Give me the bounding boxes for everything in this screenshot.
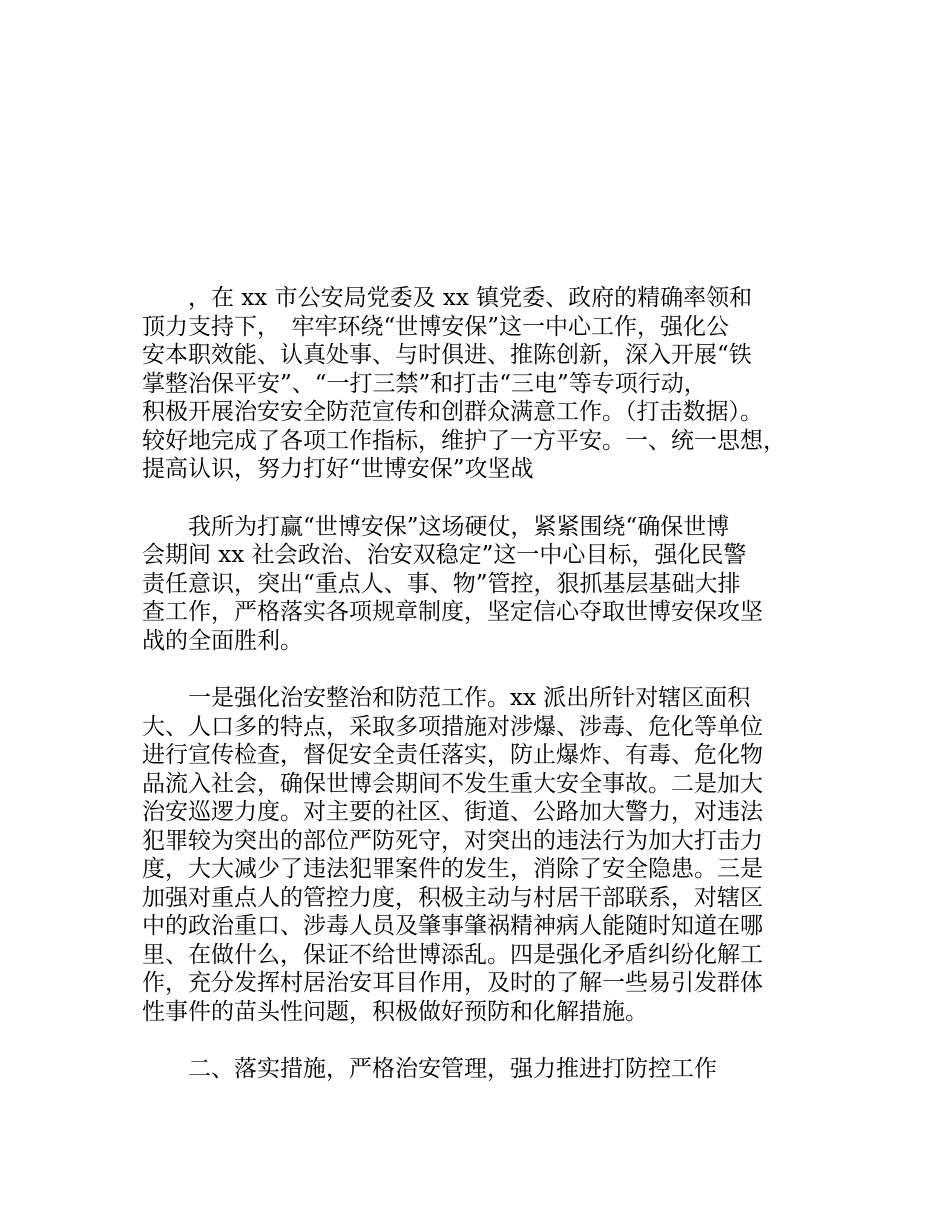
document-body xyxy=(142,284,832,1113)
text-line: 进行宣传检查，督促安全责任落实，防止爆炸、有毒、危化物 xyxy=(142,742,763,768)
text-line: 我所为打赢“世博安保”这场硬仗，紧紧围绕“确保世博 xyxy=(188,513,730,540)
text-line: 责任意识，突出“重点人、事、物”管控，狠抓基层基础大排 xyxy=(142,570,741,597)
text-line: 大、人口多的特点，采取多项措施对涉爆、涉毒、危化等单位 xyxy=(142,713,763,740)
text-line: 战的全面胜利。 xyxy=(142,627,303,654)
text-line: 里、在做什么，保证不给世博添乱。四是强化矛盾纠纷化解工 xyxy=(142,941,763,968)
paragraph-expo-security xyxy=(142,513,832,656)
text-line: 顶力支持下， 牢牢环绕“世博安保”这一中心工作，强化公 xyxy=(142,313,730,340)
text-line: 作，充分发挥村居治安耳目作用，及时的了解一些易引发群体 xyxy=(142,970,763,996)
text-line: 掌整治保平安”、“一打三禁”和打击“三电”等专项行动， xyxy=(142,370,707,397)
text-line: 品流入社会，确保世博会期间不发生重大安全事故。二是加大 xyxy=(142,770,763,797)
text-line: 中的政治重口、涉毒人员及肇事肇祸精神病人能随时知道在哪 xyxy=(142,913,763,939)
text-line: 安本职效能、认真处事、与时俱进、推陈创新，深入开展“铁 xyxy=(142,342,752,368)
text-line: 度，大大减少了违法犯罪案件的发生，消除了安全隐患。三是 xyxy=(142,856,763,882)
text-line: ，在 xx 市公安局党委及 xx 镇党委、政府的精确率领和 xyxy=(188,285,753,311)
text-line: 查工作，严格落实各项规章制度，坚定信心夺取世博安保攻坚 xyxy=(142,599,763,625)
text-line: 二、落实措施，严格治安管理，强力推进打防控工作 xyxy=(188,1056,717,1082)
text-line: 治安巡逻力度。对主要的社区、街道、公路加大警力，对违法 xyxy=(142,799,763,825)
section-heading-two xyxy=(142,1055,832,1084)
text-line: 加强对重点人的管控力度，积极主动与村居干部联系，对辖区 xyxy=(142,884,763,911)
text-line: 犯罪较为突出的部位严防死守，对突出的违法行为加大打击力 xyxy=(142,827,763,854)
text-line: 积极开展治安安全防范宣传和创群众满意工作。（打击数据）。 xyxy=(142,399,763,425)
text-line: 提高认识，努力打好“世博安保”攻坚战 xyxy=(142,456,534,482)
text-line: 会期间 xx 社会政治、治安双稳定”这一中心目标，强化民警 xyxy=(142,542,747,568)
text-line: 较好地完成了各项工作指标，维护了一方平安。一、统一思想， xyxy=(142,427,786,454)
text-line: 一是强化治安整治和防范工作。xx 派出所针对辖区面积 xyxy=(188,685,751,711)
paragraph-intro xyxy=(142,284,832,484)
paragraph-measures xyxy=(142,684,832,1026)
text-line: 性事件的苗头性问题，积极做好预防和化解措施。 xyxy=(142,998,648,1025)
